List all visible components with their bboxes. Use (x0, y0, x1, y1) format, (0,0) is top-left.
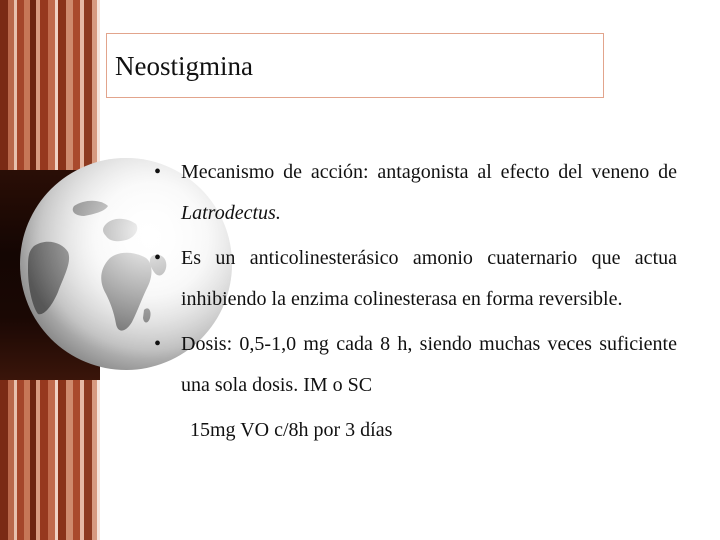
bullet-text: Es un anticolinesterásico amonio cuaternario que actua inhibiendo la enzima colinesterasa en forma reversible. (181, 247, 677, 310)
bullet-text-italic: Latrodectus. (181, 202, 281, 224)
oral-dosage-line: 15mg VO c/8h por 3 días (190, 419, 393, 441)
bullet-item-dosage (152, 324, 677, 406)
bullet-marker: • (154, 247, 162, 269)
bullet-list (152, 152, 677, 451)
title-box (106, 33, 604, 98)
bullet-item-mechanism (152, 152, 677, 234)
bullet-text: Dosis: 0,5-1,0 mg cada 8 h, siendo muchas veces suficiente una sola dosis. IM o SC (181, 333, 677, 396)
bullet-item-description (152, 238, 677, 320)
slide-title: Neostigmina (115, 51, 253, 81)
bullet-marker: • (154, 333, 162, 355)
bullet-marker: • (154, 161, 162, 183)
bullet-text: Mecanismo de acción: antagonista al efecto del veneno de (181, 161, 677, 183)
